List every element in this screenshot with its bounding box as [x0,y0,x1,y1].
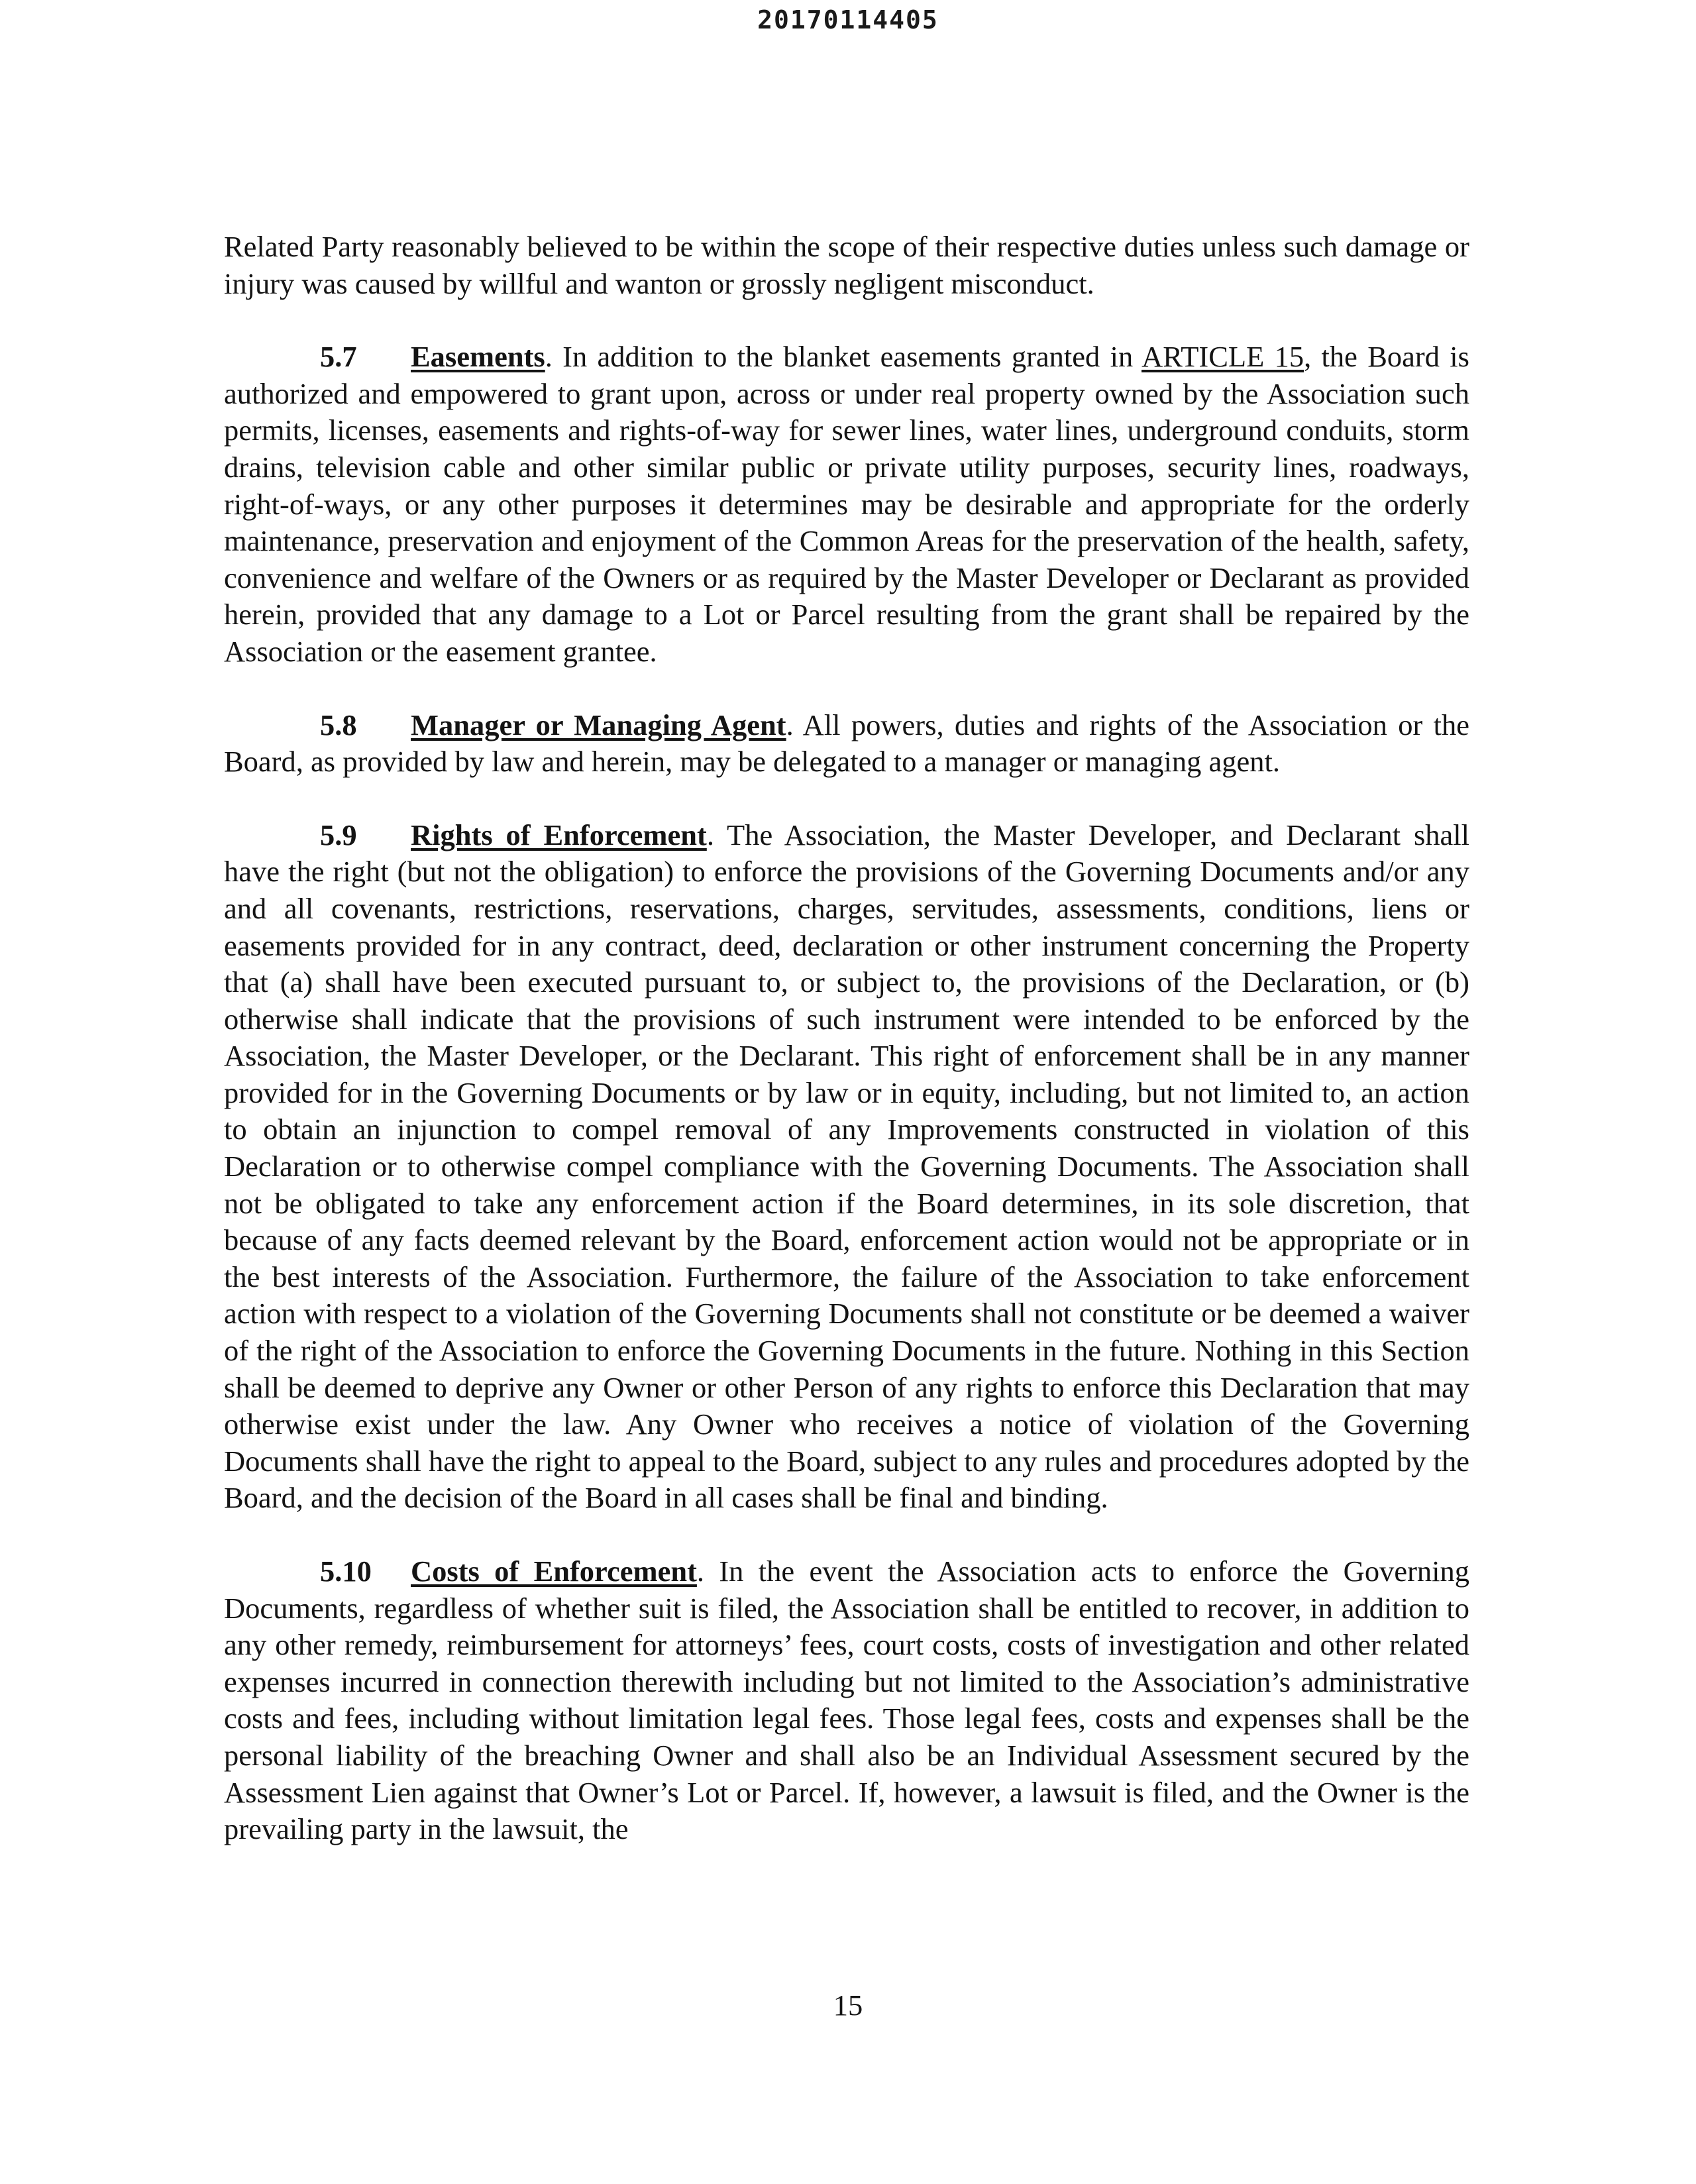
section-title: Easements [411,340,545,374]
section-5-9 [224,817,1469,1517]
page-body [224,229,1469,1884]
section-5-7 [224,339,1469,670]
section-body: . The Association, the Master Developer, and Declarant shall have the right (but not the obligation) to enforce the provisions of the Governing Documents and/or any and all covenants, restrictions, reservations, charges, servitudes, assessments, conditions, liens or easements provided for in any contract, deed, declaration or other instrument concerning the Property that (a) shall have been executed pursuant to, or subject to, the provisions of the Declaration, or (b) otherwise shall indicate that the provisions of such instrument were intended to be enforced by the Association, the Master Developer, or the Declarant. This right of enforcement shall be in any manner provided for in the Governing Documents or by law or in equity, including, but not limited to, an action to obtain an injunction to compel removal of any Improvements constructed in violation of this Declaration or to otherwise compel compliance with the Governing Documents. The Association shall not be obligated to take any enforcement action if the Board determines, in its sole discretion, that because of any facts deemed relevant by the Board, enforcement action would not be appropriate or in the best interests of the Association. Furthermore, the failure of the Association to take enforcement action with respect to a violation of the Governing Documents shall not constitute or be deemed a waiver of the right of the Association to enforce the Governing Documents in the future. Nothing in this Section shall be deemed to deprive any Owner or other Person of any rights to enforce this Declaration that may otherwise exist under the law. Any Owner who receives a notice of violation of the Governing Documents shall have the right to appeal to the Board, subject to any rules and procedures adopted by the Board, and the decision of the Board in all cases shall be final and binding. [224,818,1469,1515]
section-number: 5.8 [320,708,357,741]
section-title: Costs of Enforcement [411,1555,697,1588]
section-lead: . In addition to the blanket easements granted in [545,340,1142,374]
section-body: . All powers, duties and rights of the Association or the Board, as provided by law and herein, may be delegated to a manager or managing agent. [224,708,1469,779]
section-number: 5.7 [320,340,357,374]
section-number: 5.10 [320,1555,372,1588]
article-reference: ARTICLE 15 [1141,340,1304,374]
section-5-8 [224,707,1469,781]
section-title: Manager or Managing Agent [411,708,786,741]
document-number: 20170114405 [757,5,939,34]
section-5-10 [224,1553,1469,1848]
section-title: Rights of Enforcement [411,818,707,851]
section-body: , the Board is authorized and empowered to grant upon, across or under real property owned by the Association such permits, licenses, easements and rights-of-way for sewer lines, water lines, underground conduits, storm drains, television cable and other similar public or private utility purposes, security lines, roadways, right-of-ways, or any other purposes it determines may be desirable and appropriate for the orderly maintenance, preservation and enjoyment of the Common Areas for the preservation of the health, safety, convenience and welfare of the Owners or as required by the Master Developer or Declarant as provided herein, provided that any damage to a Lot or Parcel resulting from the grant shall be repaired by the Association or the easement grantee. [224,340,1469,668]
section-number: 5.9 [320,818,357,851]
page-number: 15 [833,1989,863,2022]
continuation-paragraph: Related Party reasonably believed to be within the scope of their respective duties unless such damage or injury was caused by willful and wanton or grossly negligent misconduct. [224,230,1469,300]
section-body: . In the event the Association acts to enforce the Governing Documents, regardless of whether suit is filed, the Association shall be entitled to recover, in addition to any other remedy, reimbursement for attorneys’ fees, court costs, costs of investigation and other related expenses incurred in connection therewith including but not limited to the Association’s administrative costs and fees, including without limitation legal fees. Those legal fees, costs and expenses shall be the personal liability of the breaching Owner and shall also be an Individual Assessment secured by the Assessment Lien against that Owner’s Lot or Parcel. If, however, a lawsuit is filed, and the Owner is the prevailing party in the lawsuit, the [224,1555,1469,1846]
